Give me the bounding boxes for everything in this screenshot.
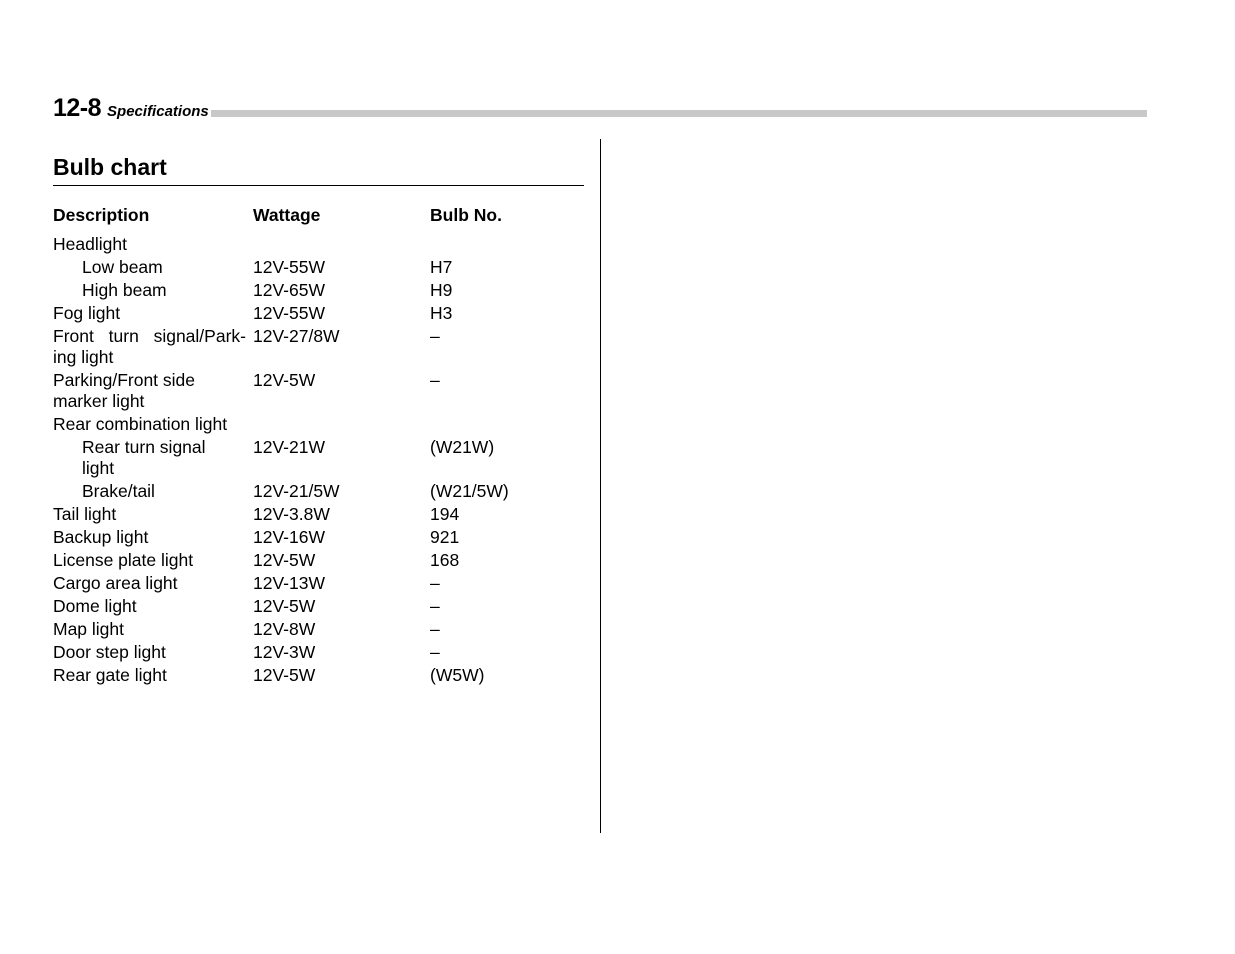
row-bulb-no: 921: [430, 527, 460, 547]
row-description: Tail light: [53, 504, 117, 524]
column-divider: [600, 139, 601, 833]
table-row: [53, 527, 573, 548]
table-row: [53, 573, 573, 594]
row-wattage: 12V-13W: [253, 573, 325, 593]
row-wattage: 12V-21W: [253, 437, 325, 457]
row-description-line1: Parking/Front side: [53, 370, 196, 390]
row-description: Rear combination light: [53, 414, 228, 434]
row-bulb-no: –: [430, 642, 440, 662]
column-header-bulb-no: Bulb No.: [430, 205, 502, 225]
row-description: Low beam: [82, 257, 163, 277]
row-bulb-no: 168: [430, 550, 460, 570]
row-description: [53, 326, 253, 368]
row-description: Brake/tail: [82, 481, 155, 501]
row-wattage: 12V-3.8W: [253, 504, 330, 524]
row-wattage: 12V-5W: [253, 596, 316, 616]
running-header: [53, 94, 211, 124]
row-bulb-no: –: [430, 596, 440, 616]
row-wattage: 12V-27/8W: [253, 326, 340, 346]
row-description: Dome light: [53, 596, 137, 616]
row-description-line2: light: [82, 458, 115, 478]
row-description-word: signal/Park-: [153, 326, 246, 346]
row-description-line1: [53, 326, 246, 347]
row-wattage: 12V-8W: [253, 619, 316, 639]
row-description: Cargo area light: [53, 573, 178, 593]
column-header-description: Description: [53, 205, 150, 225]
table-row: [53, 257, 573, 278]
page-title: Bulb chart: [53, 154, 167, 180]
row-bulb-no: H3: [430, 303, 453, 323]
row-description-line1: Rear turn signal: [82, 437, 206, 457]
page-number: 12-8: [53, 94, 102, 122]
row-description-word: Front: [53, 326, 94, 346]
table-row: [53, 642, 573, 663]
row-bulb-no: –: [430, 573, 440, 593]
row-description: Fog light: [53, 303, 121, 323]
row-wattage: 12V-55W: [253, 303, 325, 323]
row-wattage: 12V-5W: [253, 550, 316, 570]
row-description: [53, 370, 253, 412]
table-header-row: [53, 205, 573, 227]
table-row: [53, 596, 573, 617]
table-row: [53, 550, 573, 571]
row-wattage: 12V-16W: [253, 527, 325, 547]
row-wattage: 12V-55W: [253, 257, 325, 277]
header-bar: [53, 110, 1147, 117]
row-bulb-no: –: [430, 326, 440, 346]
row-description: Rear gate light: [53, 665, 167, 685]
row-description: Map light: [53, 619, 125, 639]
column-header-wattage: Wattage: [253, 205, 321, 225]
table-row: [53, 303, 573, 324]
row-bulb-no: –: [430, 370, 440, 390]
row-bulb-no: 194: [430, 504, 460, 524]
table-row: [53, 437, 573, 479]
table-row: [53, 280, 573, 301]
row-bulb-no: H7: [430, 257, 453, 277]
section-name: Specifications: [107, 103, 209, 120]
row-description-word: turn: [108, 326, 139, 346]
table-row: [53, 370, 573, 412]
row-wattage: 12V-3W: [253, 642, 316, 662]
table-row: [53, 619, 573, 640]
row-description: High beam: [82, 280, 167, 300]
bulb-chart-table: [53, 205, 573, 688]
table-row: [53, 504, 573, 525]
row-bulb-no: (W21/5W): [430, 481, 509, 501]
table-row: [53, 414, 573, 435]
table-row: [53, 326, 573, 368]
table-row: [53, 234, 573, 255]
row-wattage: 12V-65W: [253, 280, 325, 300]
row-bulb-no: (W21W): [430, 437, 495, 457]
table-row: [53, 665, 573, 686]
row-wattage: 12V-5W: [253, 370, 316, 390]
row-description: [53, 437, 253, 479]
title-rule: [53, 185, 584, 186]
row-bulb-no: –: [430, 619, 440, 639]
row-wattage: 12V-5W: [253, 665, 316, 685]
row-description: Headlight: [53, 234, 127, 254]
row-description: Door step light: [53, 642, 166, 662]
row-description-line2: marker light: [53, 391, 145, 411]
row-description: License plate light: [53, 550, 194, 570]
row-description: Backup light: [53, 527, 149, 547]
row-description-line2: ing light: [53, 347, 114, 367]
row-wattage: 12V-21/5W: [253, 481, 340, 501]
row-bulb-no: H9: [430, 280, 453, 300]
table-row: [53, 481, 573, 502]
row-bulb-no: (W5W): [430, 665, 485, 685]
